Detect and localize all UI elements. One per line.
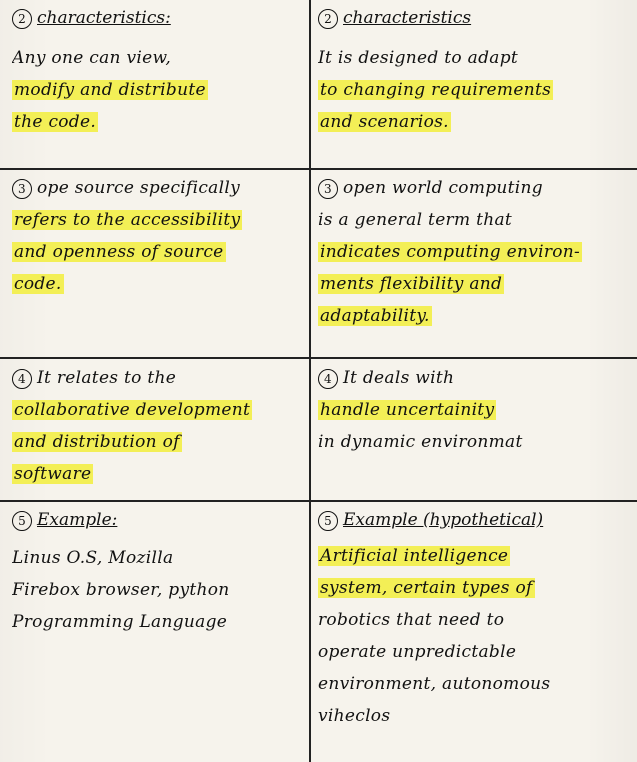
point-number-badge: 2 xyxy=(318,9,338,29)
text-line: 4 It relates to the xyxy=(12,362,307,394)
heading-text: characteristics: xyxy=(37,8,171,28)
row-divider xyxy=(0,500,637,502)
text-line: It is designed to adapt xyxy=(318,48,519,68)
text-line: in dynamic environmat xyxy=(318,432,523,452)
heading-text: characteristics xyxy=(343,8,472,28)
cell-open-world-definition xyxy=(318,172,632,354)
text-line: robotics that need to xyxy=(318,610,505,630)
text-line: Linus O.S, Mozilla xyxy=(12,548,174,568)
text-line: Firebox browser, python xyxy=(12,580,230,600)
cell-open-source-characteristics xyxy=(12,4,307,166)
text-line: 3 open world computing xyxy=(318,172,632,204)
text-line: 3 ope source specifically xyxy=(12,172,307,204)
text-line: modify and distribute xyxy=(14,80,206,100)
text-line: collaborative development xyxy=(14,400,251,420)
text-line: and distribution of xyxy=(14,432,180,452)
text-line: refers to the accessibility xyxy=(14,210,241,230)
text-line: the code. xyxy=(14,112,97,132)
text-line: Artificial intelligence xyxy=(320,546,509,566)
text-line: and scenarios. xyxy=(320,112,449,132)
cell-heading xyxy=(318,4,632,32)
text-line: environment, autonomous xyxy=(318,674,551,694)
cell-open-source-examples xyxy=(12,506,307,760)
text-line: Programming Language xyxy=(12,612,228,632)
cell-open-source-collaboration xyxy=(12,362,307,498)
point-number-badge: 4 xyxy=(12,369,32,389)
column-divider xyxy=(309,0,311,762)
cell-open-world-uncertainty xyxy=(318,362,632,498)
heading-text: Example: xyxy=(37,510,118,530)
cell-heading xyxy=(12,506,307,534)
text-line: ments flexibility and xyxy=(320,274,503,294)
cell-heading xyxy=(318,506,632,534)
text-line: and openness of source xyxy=(14,242,224,262)
cell-open-world-characteristics xyxy=(318,4,632,166)
cell-open-source-definition xyxy=(12,172,307,354)
text-line: handle uncertainity xyxy=(320,400,495,420)
text-line: system, certain types of xyxy=(320,578,533,598)
point-number-badge: 3 xyxy=(12,179,32,199)
text-line: adaptability. xyxy=(320,306,430,326)
text-line: indicates computing environ- xyxy=(320,242,581,262)
text-line: 4 It deals with xyxy=(318,362,632,394)
text-line: viheclos xyxy=(318,706,391,726)
text-line: Any one can view, xyxy=(12,48,172,68)
row-divider xyxy=(0,357,637,359)
text-line: software xyxy=(14,464,92,484)
point-number-badge: 2 xyxy=(12,9,32,29)
text-line: to changing requirements xyxy=(320,80,552,100)
heading-text: Example (hypothetical) xyxy=(343,510,544,530)
text-line: operate unpredictable xyxy=(318,642,517,662)
cell-open-world-examples xyxy=(318,506,632,760)
point-number-badge: 3 xyxy=(318,179,338,199)
text-line: code. xyxy=(14,274,62,294)
cell-heading xyxy=(12,4,307,32)
point-number-badge: 4 xyxy=(318,369,338,389)
row-divider xyxy=(0,168,637,170)
text-line: is a general term that xyxy=(318,210,513,230)
point-number-badge: 5 xyxy=(12,511,32,531)
point-number-badge: 5 xyxy=(318,511,338,531)
